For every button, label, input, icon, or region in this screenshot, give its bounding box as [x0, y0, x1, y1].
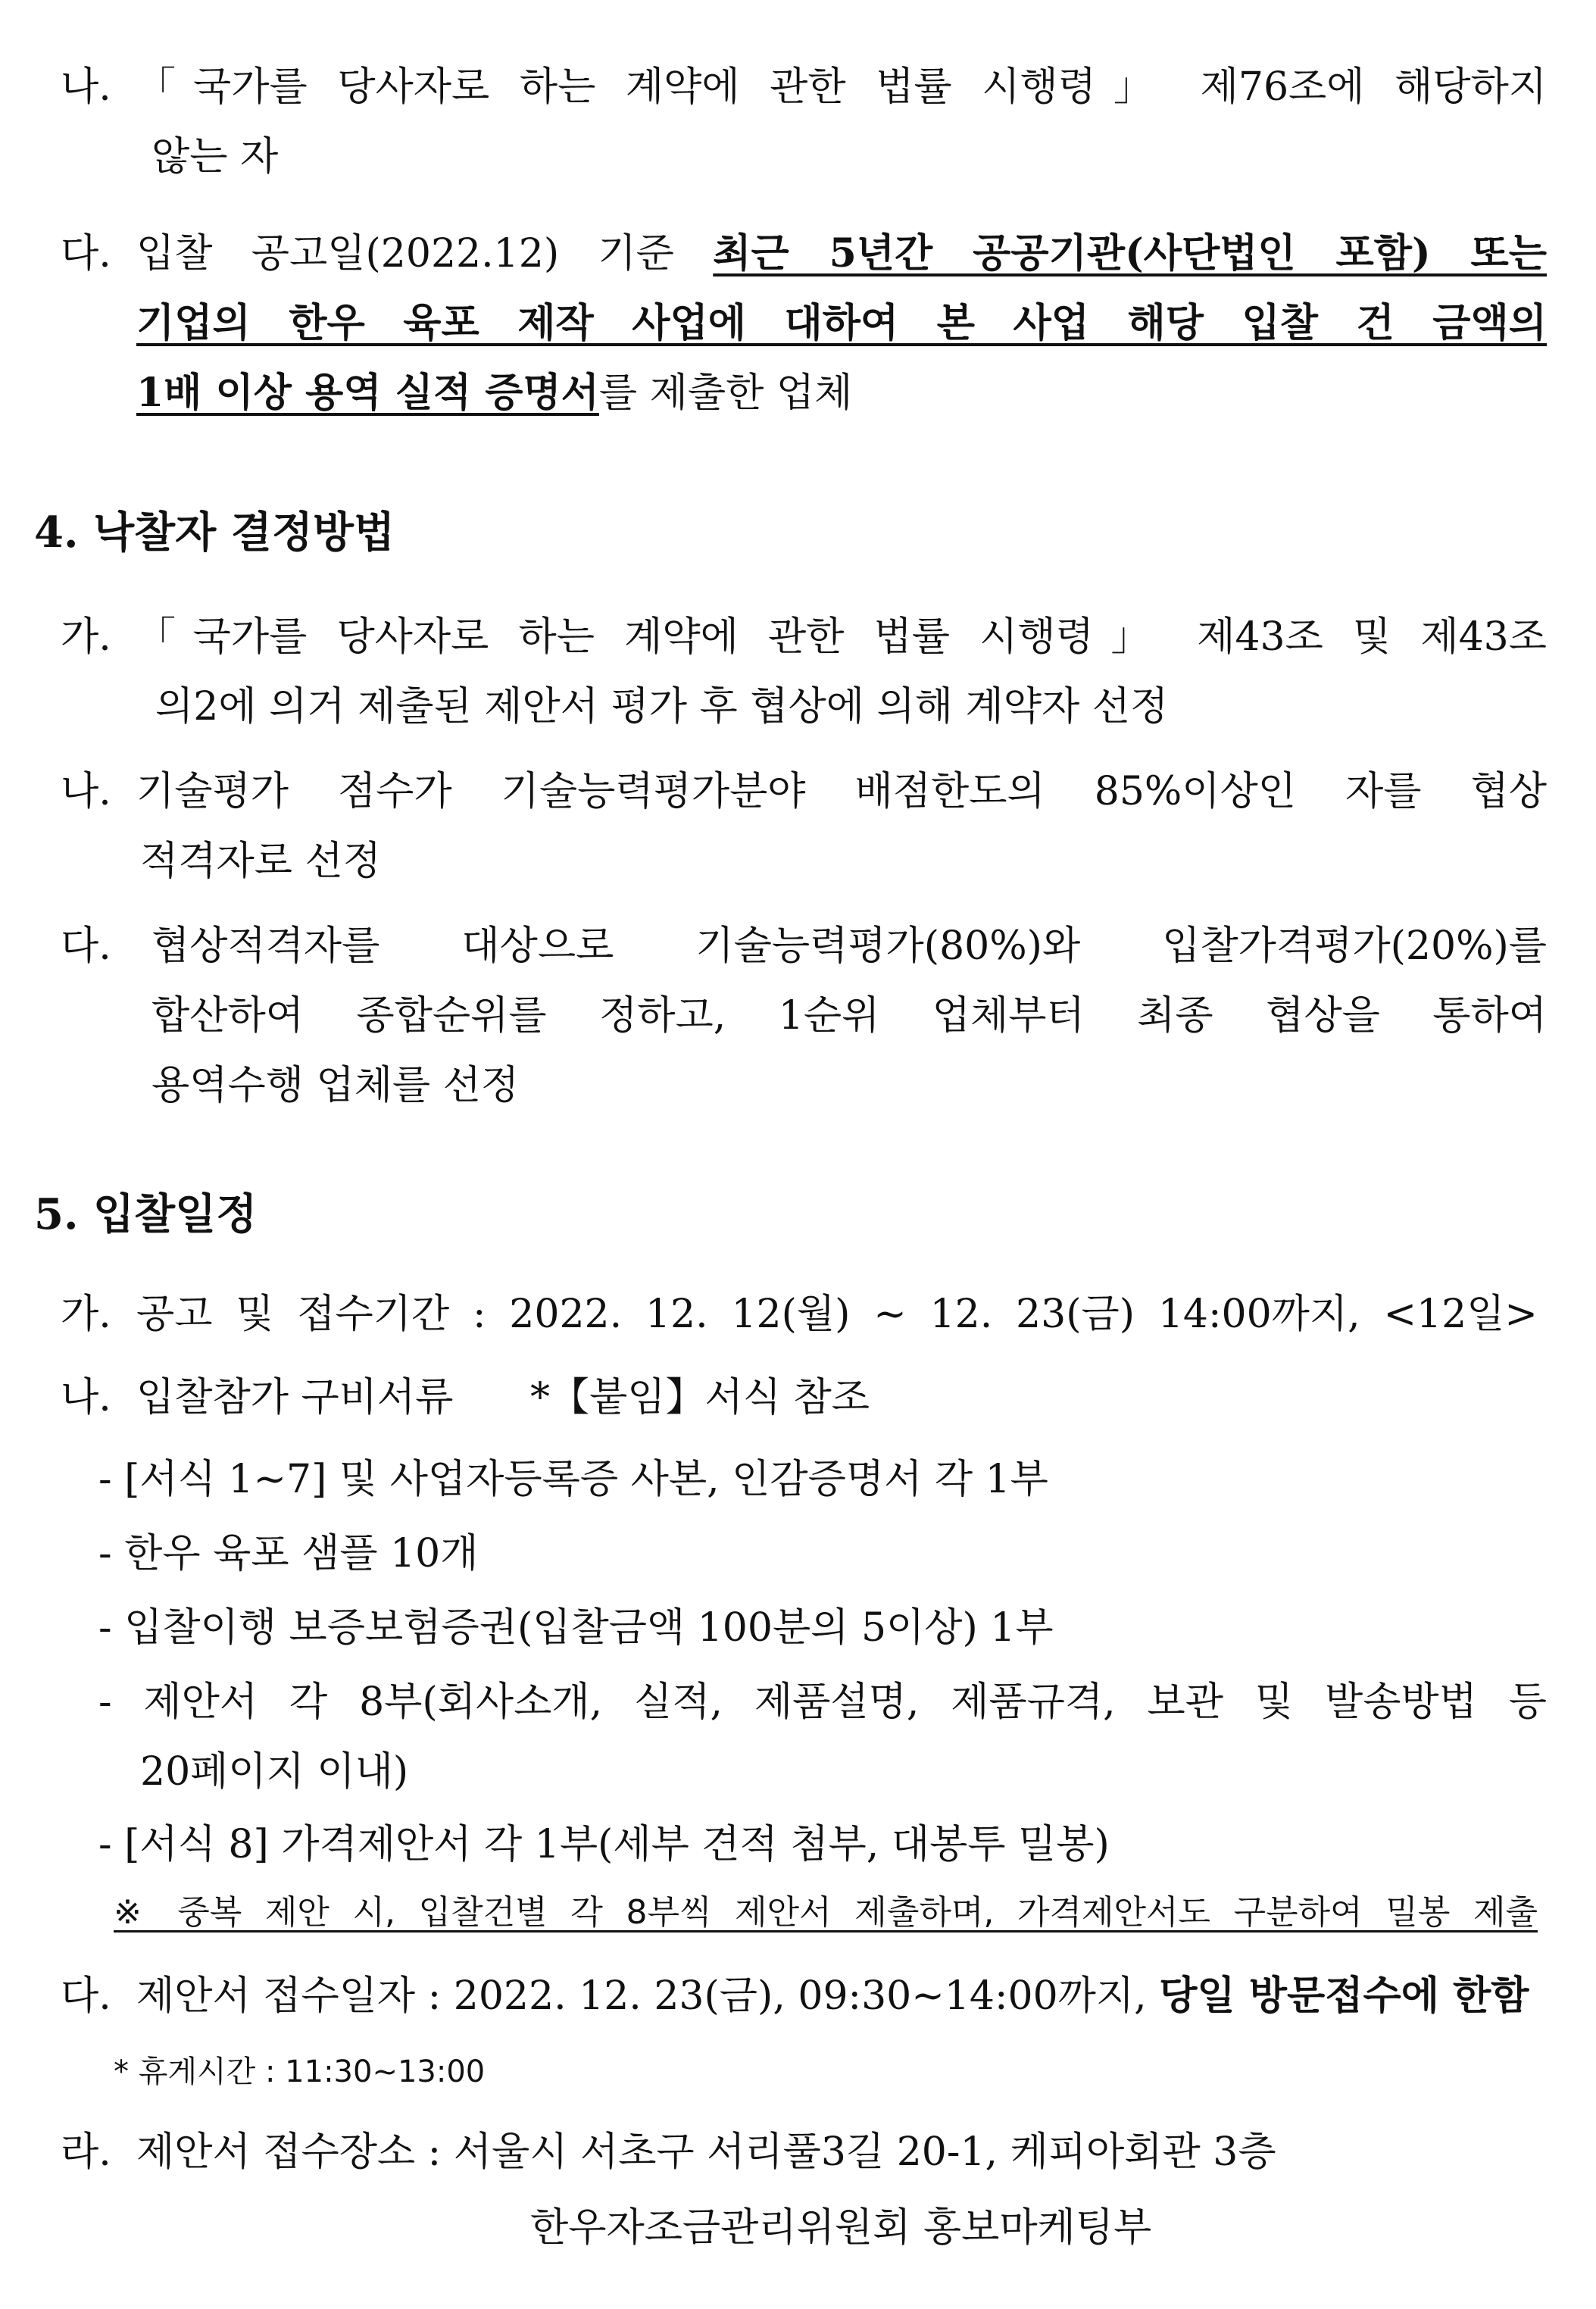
s4-da-line3: 용역수행 업체를 선정 — [151, 1063, 520, 1108]
item-da-line2: 기업의 한우 육포 제작 사업에 대하여 본 사업 해당 입찰 건 금액의 — [136, 300, 1548, 346]
item-na-line1: 「국가를 당사자로 하는 계약에 관한 법률 시행령」 제76조에 해당하지 — [136, 64, 1547, 110]
s5-na-bullet-1: - [서식 1~7] 및 사업자등록증 사본, 인감증명서 각 1부 — [98, 1457, 1048, 1502]
s4-ga-line2: 의2에 의거 제출된 제안서 평가 후 협상에 의해 계약자 선정 — [155, 684, 1169, 730]
item-da-line1-emphasis: 최근 5년간 공공기관(사단법인 포함) 또는 — [713, 230, 1547, 277]
s5-da-text-bold: 당일 방문접수에 한함 — [1159, 1973, 1529, 2019]
s5-na-bullet-5: - [서식 8] 가격제안서 각 1부(세부 견적 첨부, 대봉투 밀봉) — [98, 1822, 1110, 1867]
item-da-line3-emphasis: 1배 이상 용역 실적 증명서 — [136, 370, 599, 416]
s5-ra-line2: 한우자조금관리위원회 홍보마케팅부 — [530, 2205, 1152, 2251]
s5-da-text — [136, 1970, 1529, 2023]
s4-ga-line1: 「국가를 당사자로 하는 계약에 관한 법률 시행령」 제43조 및 제43조 — [136, 614, 1547, 660]
s4-na-line1: 기술평가 점수가 기술능력평가분야 배점한도의 85%이상인 자를 협상 — [136, 769, 1547, 814]
s5-ga-text: 공고 및 접수기간 : 2022. 12. 12(월) ~ 12. 23(금) 14:00까지, <12일> — [136, 1292, 1538, 1337]
item-da-line1 — [136, 227, 1547, 280]
s4-da-line2: 합산하여 종합순위를 정하고, 1순위 업체부터 최종 협상을 통하여 — [151, 993, 1547, 1039]
s4-da-line1: 협상적격자를 대상으로 기술능력평가(80%)와 입찰가격평가(20%)를 — [151, 923, 1547, 969]
s5-na-bullet-2: - 한우 육포 샘플 10개 — [98, 1531, 479, 1576]
item-na-marker: 나. — [61, 64, 111, 110]
s5-ra-marker: 라. — [61, 2129, 111, 2175]
s4-na-line2: 적격자로 선정 — [140, 839, 381, 884]
section4-title: 4. 낙찰자 결정방법 — [34, 508, 395, 558]
s5-da-text-pre: 제안서 접수일자 : 2022. 12. 23(금), 09:30~14:00까지, — [136, 1973, 1160, 2019]
s5-na-marker: 나. — [61, 1375, 111, 1420]
item-da-line3 — [136, 367, 852, 420]
s5-da-marker: 다. — [61, 1973, 111, 2019]
s5-na-bullet-4-cont: 20페이지 이내) — [140, 1749, 409, 1795]
item-da-line1-pre: 입찰 공고일(2022.12) 기준 — [136, 231, 714, 277]
s5-na-warning: ※ 중복 제안 시, 입찰건별 각 8부씩 제안서 제출하며, 가격제안서도 구분하여 밀봉 제출 — [114, 1893, 1538, 1932]
s5-na-bullet-4: - 제안서 각 8부(회사소개, 실적, 제품설명, 제품규격, 보관 및 발송방법 등 — [98, 1679, 1547, 1725]
s4-ga-marker: 가. — [61, 614, 111, 660]
s4-da-marker: 다. — [61, 923, 111, 969]
s4-na-marker: 나. — [61, 769, 111, 814]
section5-title: 5. 입찰일정 — [34, 1189, 258, 1239]
s5-da-break-note: * 휴게시간 : 11:30~13:00 — [114, 2054, 486, 2089]
s5-na-bullet-3: - 입찰이행 보증보험증권(입찰금액 100분의 5이상) 1부 — [98, 1605, 1054, 1651]
item-da-marker: 다. — [61, 231, 111, 277]
s5-ga-marker: 가. — [61, 1292, 111, 1337]
s5-na-note: *【붙임】서식 참조 — [530, 1375, 870, 1420]
item-da-line3-post: 를 제출한 업체 — [598, 370, 853, 416]
item-na-line2: 않는 자 — [151, 134, 279, 180]
s5-na-text: 입찰참가 구비서류 — [136, 1375, 454, 1420]
s5-ra-line1: 제안서 접수장소 : 서울시 서초구 서리풀3길 20-1, 케피아회관 3층 — [136, 2129, 1276, 2175]
